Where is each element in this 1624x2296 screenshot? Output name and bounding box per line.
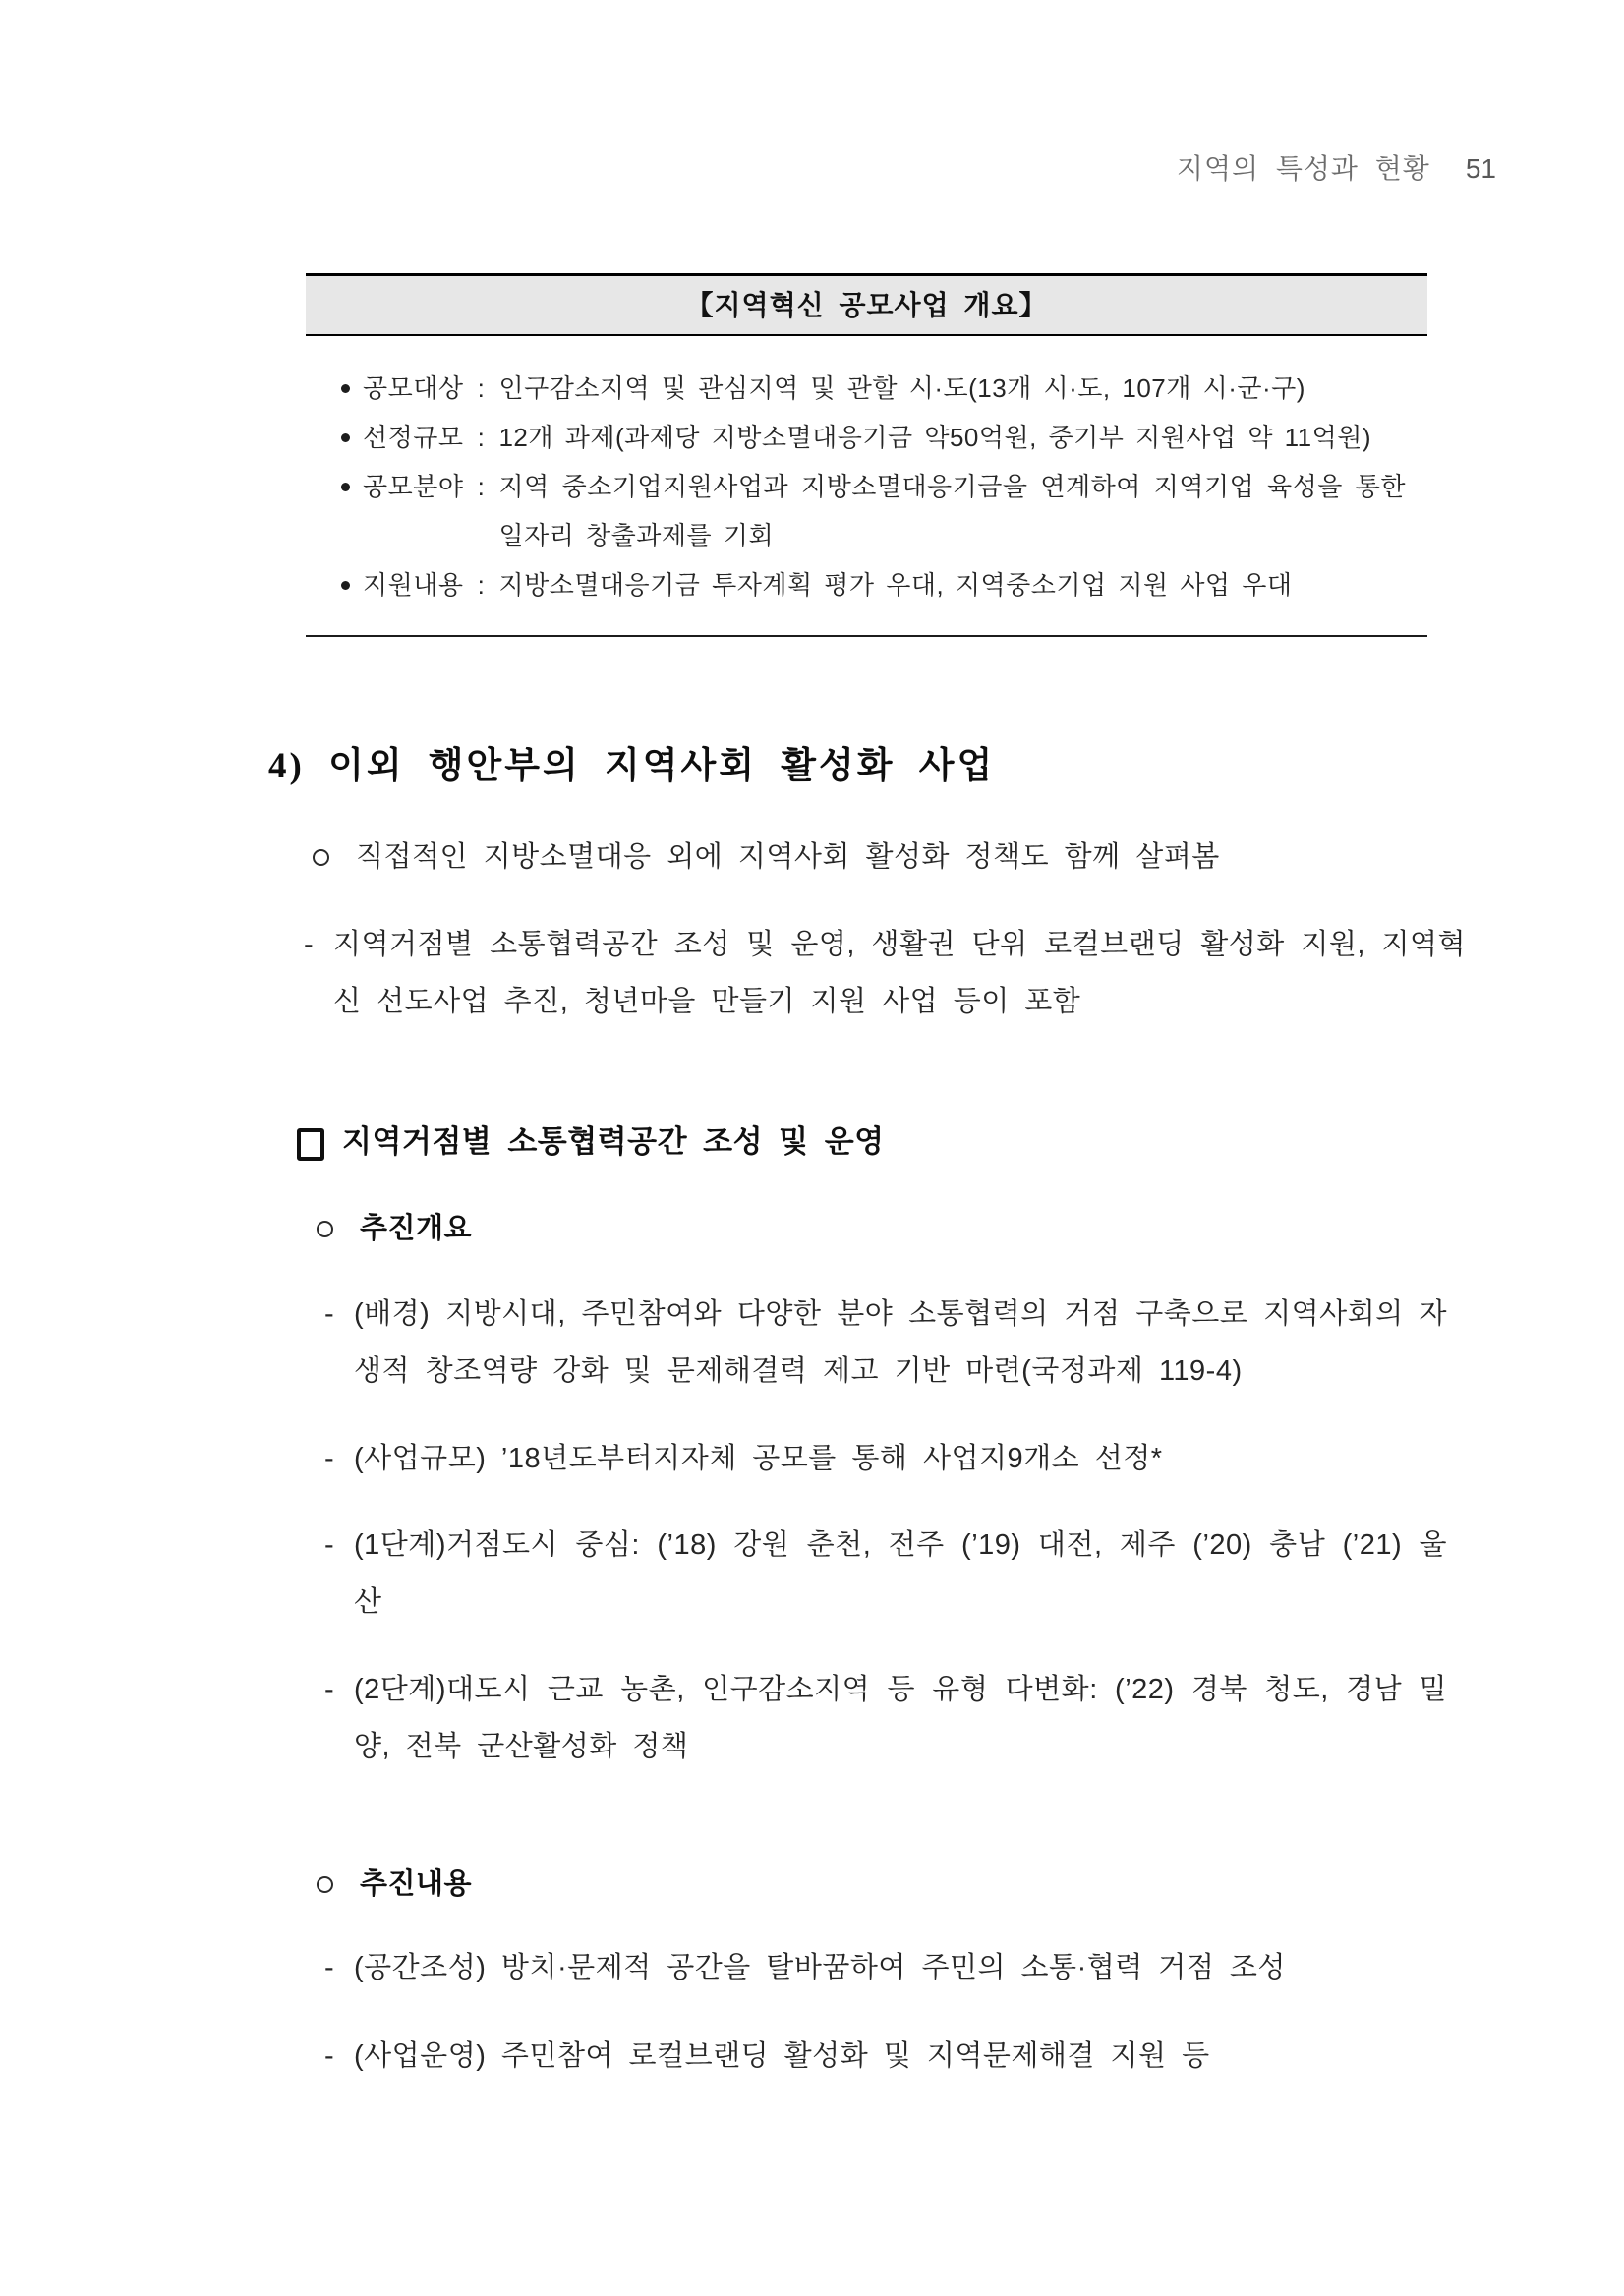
contents-title bbox=[317, 1855, 472, 1914]
dash-bullet: - bbox=[324, 1674, 334, 1705]
subsection-title bbox=[297, 1117, 885, 1168]
contents-title-text: 추진내용 bbox=[360, 1868, 473, 1900]
square-bullet-icon bbox=[297, 1128, 324, 1161]
item-text: 12개 과제(과제당 지방소멸대응기금 약50억원, 중기부 지원사업 약 11억원) bbox=[498, 423, 1372, 452]
running-head: 지역의 특성과 현황 bbox=[1176, 153, 1430, 184]
bullet-dot-icon bbox=[341, 462, 363, 511]
list-item bbox=[341, 462, 1406, 560]
intro-text: 직접적인 지방소멸대응 외에 지역사회 활성화 정책도 함께 살펴봄 bbox=[356, 841, 1220, 873]
item-colon: : bbox=[477, 373, 486, 403]
overview-item-text: (1단계)거점도시 중심: (’18) 강원 춘천, 전주 (’19) 대전, 제주 (’20) 충남 (’21) 울산 bbox=[354, 1529, 1447, 1618]
list-item bbox=[341, 364, 1406, 413]
item-label: 지원내용 bbox=[363, 570, 464, 600]
bullet-dot-icon bbox=[341, 364, 363, 413]
bullet-dot-icon bbox=[341, 413, 363, 462]
page-header bbox=[0, 147, 1496, 187]
overview-title bbox=[317, 1199, 472, 1258]
item-label: 선정규모 bbox=[363, 423, 464, 452]
item-colon: : bbox=[477, 423, 486, 452]
contents-item-text: (사업운영) 주민참여 로컬브랜딩 활성화 및 지역문제해결 지원 등 bbox=[354, 2040, 1210, 2072]
contents-item-text: (공간조성) 방치·문제적 공간을 탈바꿈하여 주민의 소통·협력 거점 조성 bbox=[354, 1952, 1286, 1983]
list-item bbox=[341, 413, 1406, 462]
item-text: 지방소멸대응기금 투자계획 평가 우대, 지역중소기업 지원 사업 우대 bbox=[498, 570, 1293, 600]
dash-bullet: - bbox=[324, 2040, 334, 2072]
overview-title-text: 추진개요 bbox=[360, 1213, 473, 1244]
intro-bullet bbox=[313, 828, 1220, 887]
list-item bbox=[341, 560, 1406, 609]
intro-detail bbox=[304, 916, 1466, 1030]
circle-bullet-icon bbox=[317, 1876, 333, 1893]
dash-bullet: - bbox=[324, 1443, 334, 1474]
item-label: 공모대상 bbox=[363, 373, 464, 403]
dash-bullet: - bbox=[324, 1952, 334, 1983]
section-heading: 4) 이외 행안부의 지역사회 활성화 사업 bbox=[268, 746, 996, 786]
page-number: 51 bbox=[1465, 153, 1496, 184]
dash-bullet: - bbox=[304, 929, 314, 960]
overview-item bbox=[324, 1517, 1447, 1631]
overview-item-text: (2단계)대도시 근교 농촌, 인구감소지역 등 유형 다변화: (’22) 경북 청도, 경남 밀양, 전북 군산활성화 정책 bbox=[354, 1674, 1447, 1762]
dash-bullet: - bbox=[324, 1298, 334, 1330]
overview-item-text: (사업규모) ’18년도부터지자체 공모를 통해 사업지9개소 선정* bbox=[354, 1443, 1163, 1474]
overview-item bbox=[324, 1661, 1447, 1775]
intro-detail-text: 지역거점별 소통협력공간 조성 및 운영, 생활권 단위 로컬브랜딩 활성화 지원, 지역혁신 선도사업 추진, 청년마을 만들기 지원 사업 등이 포함 bbox=[333, 929, 1466, 1017]
item-label: 공모분야 bbox=[363, 472, 464, 501]
bullet-dot-icon bbox=[341, 560, 363, 609]
item-text: 인구감소지역 및 관심지역 및 관할 시·도(13개 시·도, 107개 시·군·구) bbox=[498, 373, 1305, 403]
contents-item bbox=[324, 1939, 1447, 1996]
item-colon: : bbox=[477, 472, 486, 501]
overview-box bbox=[306, 273, 1427, 637]
overview-item bbox=[324, 1430, 1447, 1487]
circle-bullet-icon bbox=[313, 849, 329, 866]
contents-item bbox=[324, 2028, 1447, 2085]
subsection-title-text: 지역거점별 소통협력공간 조성 및 운영 bbox=[342, 1124, 885, 1159]
item-colon: : bbox=[477, 570, 486, 600]
item-text: 지역 중소기업지원사업과 지방소멸대응기금을 연계하여 지역기업 육성을 통한 일자리 창출과제를 기회 bbox=[498, 472, 1406, 550]
overview-item-text: (배경) 지방시대, 주민참여와 다양한 분야 소통협력의 거점 구축으로 지역사회의 자생적 창조역량 강화 및 문제해결력 제고 기반 마련(국정과제 119-4) bbox=[354, 1298, 1447, 1387]
overview-box-body bbox=[306, 336, 1427, 635]
overview-box-title: 【지역혁신 공모사업 개요】 bbox=[306, 273, 1427, 336]
circle-bullet-icon bbox=[317, 1221, 333, 1237]
dash-bullet: - bbox=[324, 1529, 334, 1561]
overview-item bbox=[324, 1286, 1447, 1400]
